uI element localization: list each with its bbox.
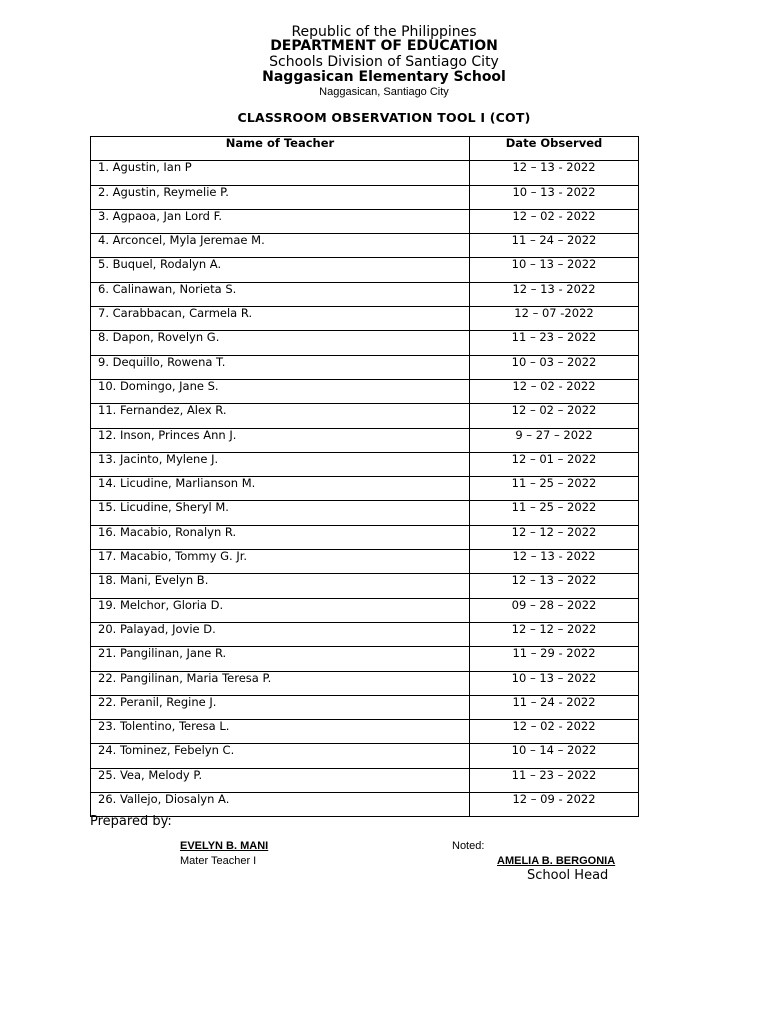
school-address: Naggasican, Santiago City xyxy=(319,86,449,98)
date-observed-cell: 11 – 25 – 2022 xyxy=(470,477,639,501)
table-row xyxy=(91,622,639,646)
teacher-name-cell: 10. Domingo, Jane S. xyxy=(91,379,470,403)
teacher-name-cell: 9. Dequillo, Rowena T. xyxy=(91,355,470,379)
teacher-name-cell: 22. Pangilinan, Maria Teresa P. xyxy=(91,671,470,695)
teacher-name-cell: 4. Arconcel, Myla Jeremae M. xyxy=(91,234,470,258)
teacher-name-cell: 19. Melchor, Gloria D. xyxy=(91,598,470,622)
document-title: CLASSROOM OBSERVATION TOOL I (COT) xyxy=(237,110,531,125)
teacher-name-cell: 22. Peranil, Regine J. xyxy=(91,695,470,719)
table-row xyxy=(91,793,639,817)
teacher-name-cell: 14. Licudine, Marlianson M. xyxy=(91,477,470,501)
date-observed-cell: 12 – 12 – 2022 xyxy=(470,525,639,549)
prepared-by-position: Mater Teacher I xyxy=(180,855,257,867)
table-row xyxy=(91,477,639,501)
date-observed-cell: 12 – 02 - 2022 xyxy=(470,209,639,233)
prepared-by-label: Prepared by: xyxy=(90,814,172,829)
table-row xyxy=(91,234,639,258)
republic-heading: Republic of the Philippines xyxy=(291,24,477,40)
date-observed-cell: 11 – 23 – 2022 xyxy=(470,331,639,355)
teacher-name-cell: 2. Agustin, Reymelie P. xyxy=(91,185,470,209)
teacher-name-cell: 12. Inson, Princes Ann J. xyxy=(91,428,470,452)
table-row xyxy=(91,695,639,719)
date-observed-cell: 11 – 24 – 2022 xyxy=(470,234,639,258)
noted-label: Noted: xyxy=(452,840,485,852)
table-row xyxy=(91,185,639,209)
noted-by-name: AMELIA B. BERGONIA xyxy=(497,855,616,867)
table-row xyxy=(91,501,639,525)
date-observed-cell: 10 – 14 – 2022 xyxy=(470,744,639,768)
table-row xyxy=(91,647,639,671)
school-name: Naggasican Elementary School xyxy=(262,69,506,85)
date-observed-cell: 11 – 25 – 2022 xyxy=(470,501,639,525)
date-observed-cell: 12 – 12 – 2022 xyxy=(470,622,639,646)
teacher-name-cell: 16. Macabio, Ronalyn R. xyxy=(91,525,470,549)
date-observed-cell: 10 – 13 – 2022 xyxy=(470,671,639,695)
teacher-name-cell: 6. Calinawan, Norieta S. xyxy=(91,282,470,306)
date-observed-cell: 12 – 13 – 2022 xyxy=(470,574,639,598)
table-row xyxy=(91,307,639,331)
date-observed-cell: 09 – 28 – 2022 xyxy=(470,598,639,622)
teacher-name-cell: 18. Mani, Evelyn B. xyxy=(91,574,470,598)
teacher-name-cell: 21. Pangilinan, Jane R. xyxy=(91,647,470,671)
table-row xyxy=(91,452,639,476)
date-observed-cell: 12 – 02 - 2022 xyxy=(470,720,639,744)
teacher-name-cell: 1. Agustin, Ian P xyxy=(91,161,470,185)
header-name-of-teacher: Name of Teacher xyxy=(91,137,470,161)
table-row xyxy=(91,768,639,792)
table-row xyxy=(91,161,639,185)
division-heading: Schools Division of Santiago City xyxy=(269,54,499,70)
table-row xyxy=(91,720,639,744)
date-observed-cell: 11 – 23 – 2022 xyxy=(470,768,639,792)
teacher-name-cell: 3. Agpaoa, Jan Lord F. xyxy=(91,209,470,233)
table-row xyxy=(91,574,639,598)
table-row xyxy=(91,331,639,355)
header-date-observed: Date Observed xyxy=(470,137,639,161)
teacher-name-cell: 20. Palayad, Jovie D. xyxy=(91,622,470,646)
table-row xyxy=(91,550,639,574)
teacher-name-cell: 24. Tominez, Febelyn C. xyxy=(91,744,470,768)
teacher-name-cell: 26. Vallejo, Diosalyn A. xyxy=(91,793,470,817)
date-observed-cell: 11 – 24 - 2022 xyxy=(470,695,639,719)
teacher-name-cell: 17. Macabio, Tommy G. Jr. xyxy=(91,550,470,574)
noted-by-position: School Head xyxy=(527,868,609,883)
date-observed-cell: 10 – 13 - 2022 xyxy=(470,185,639,209)
observation-table xyxy=(90,136,639,817)
department-heading: DEPARTMENT OF EDUCATION xyxy=(270,38,498,54)
table-row xyxy=(91,744,639,768)
table-row xyxy=(91,428,639,452)
date-observed-cell: 10 – 03 – 2022 xyxy=(470,355,639,379)
teacher-name-cell: 13. Jacinto, Mylene J. xyxy=(91,452,470,476)
table-row xyxy=(91,209,639,233)
date-observed-cell: 12 – 02 – 2022 xyxy=(470,404,639,428)
date-observed-cell: 12 – 13 - 2022 xyxy=(470,161,639,185)
teacher-name-cell: 8. Dapon, Rovelyn G. xyxy=(91,331,470,355)
teacher-name-cell: 11. Fernandez, Alex R. xyxy=(91,404,470,428)
date-observed-cell: 11 – 29 - 2022 xyxy=(470,647,639,671)
teacher-name-cell: 5. Buquel, Rodalyn A. xyxy=(91,258,470,282)
table-header-row xyxy=(91,137,639,161)
teacher-name-cell: 7. Carabbacan, Carmela R. xyxy=(91,307,470,331)
date-observed-cell: 12 – 01 – 2022 xyxy=(470,452,639,476)
table-row xyxy=(91,258,639,282)
table-row xyxy=(91,355,639,379)
table-row xyxy=(91,525,639,549)
date-observed-cell: 12 – 09 - 2022 xyxy=(470,793,639,817)
table-row xyxy=(91,282,639,306)
table-row xyxy=(91,598,639,622)
table-row xyxy=(91,404,639,428)
date-observed-cell: 9 – 27 – 2022 xyxy=(470,428,639,452)
prepared-by-name: EVELYN B. MANI xyxy=(180,840,269,852)
date-observed-cell: 12 – 13 - 2022 xyxy=(470,282,639,306)
teacher-name-cell: 25. Vea, Melody P. xyxy=(91,768,470,792)
date-observed-cell: 10 – 13 – 2022 xyxy=(470,258,639,282)
table-row xyxy=(91,379,639,403)
date-observed-cell: 12 – 07 -2022 xyxy=(470,307,639,331)
date-observed-cell: 12 – 13 - 2022 xyxy=(470,550,639,574)
teacher-name-cell: 15. Licudine, Sheryl M. xyxy=(91,501,470,525)
teacher-name-cell: 23. Tolentino, Teresa L. xyxy=(91,720,470,744)
date-observed-cell: 12 – 02 - 2022 xyxy=(470,379,639,403)
table-row xyxy=(91,671,639,695)
